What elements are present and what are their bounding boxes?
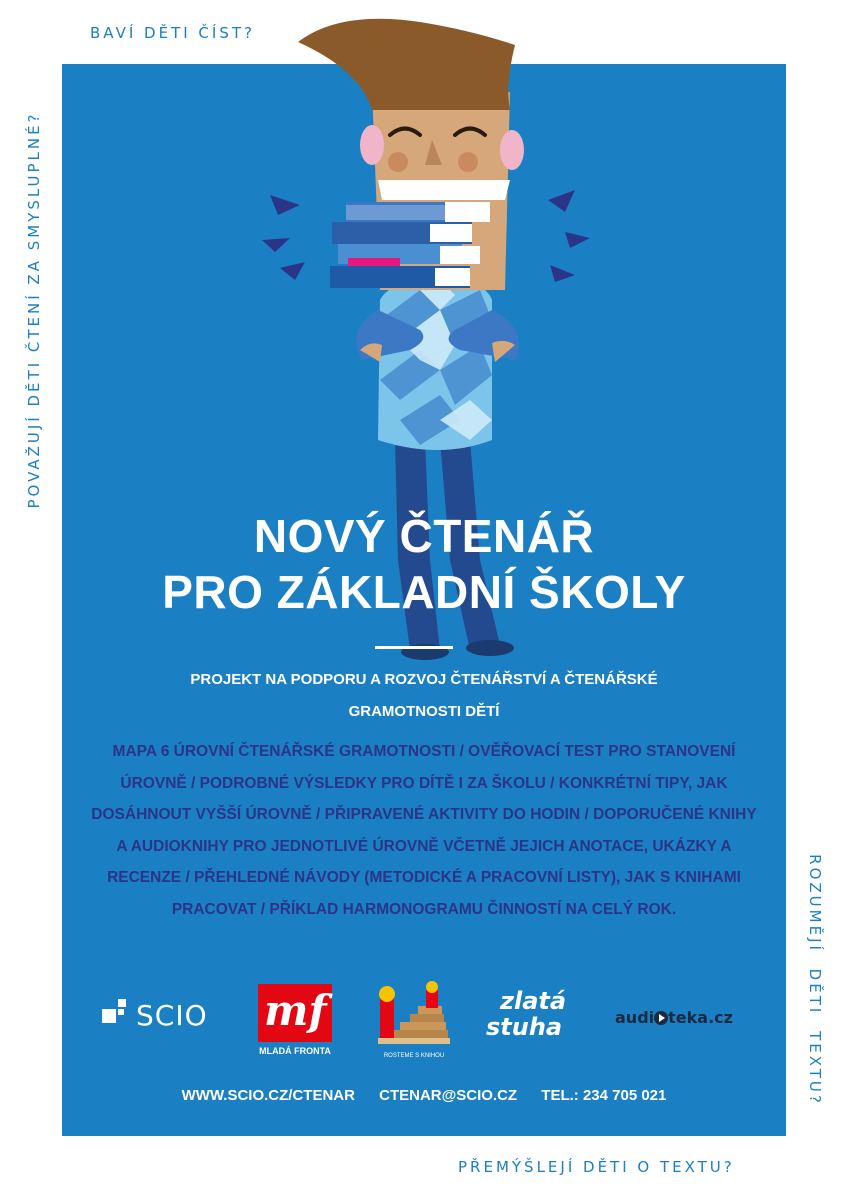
scio-wordmark: SCIO: [136, 999, 208, 1032]
audioteka-suffix: teka.cz: [668, 1008, 733, 1027]
scio-logo: [102, 995, 217, 1031]
rosteme-figures-icon: [374, 980, 454, 1048]
zlata-stuha-logo: [482, 988, 592, 1044]
question-right: ROZUMĚJÍ DĚTI TEXTU?: [806, 854, 824, 1106]
mf-name: MLADÁ FRONTA: [259, 1046, 331, 1056]
title-line-1: NOVÝ ČTENÁŘ: [253, 510, 595, 562]
title-divider: [375, 646, 453, 649]
phone-number: TEL.: 234 705 021: [541, 1087, 667, 1104]
question-bottom: PŘEMÝŠLEJÍ DĚTI O TEXTU?: [458, 1158, 735, 1176]
features-list: MAPA 6 ÚROVNÍ ČTENÁŘSKÉ GRAMOTNOSTI / OVĚŘOVACÍ TEST PRO STANOVENÍ ÚROVNĚ / PODROBNÉ VÝSLEDKY PRO DÍTĚ I ZA ŠKOLU / KONKRÉTNÍ TIPY, JAK DOSÁHNOUT VYŠŠÍ ÚROVNĚ / PŘIPRAVENÉ AKTIVITY DO HODIN / DOPORUČENÉ KNIHY A AUDIOKNIHY PRO JEDNOTLIVÉ ÚROVNĚ VČETNĚ JEJICH ANOTACE, UKÁZKY A RECENZE / PŘEHLEDNÉ NÁVODY (METODICKÉ A PRACOVNÍ LISTY), JAK S KNIHAMI PRACOVAT / PŘÍKLAD HARMONOGRAMU ČINNOSTÍ NA CELÝ ROK.: [91, 743, 757, 918]
mf-box: [258, 984, 332, 1042]
play-icon: [654, 1011, 668, 1025]
mf-mark: mf: [264, 986, 327, 1035]
title-line-2: PRO ZÁKLADNÍ ŠKOLY: [162, 566, 686, 618]
zlata-word: zlatá: [500, 987, 567, 1015]
contact-bar: [62, 1087, 786, 1104]
audioteka-logo: [615, 1008, 755, 1032]
main-title: [62, 508, 786, 620]
question-left: POVAŽUJÍ DĚTI ČTENÍ ZA SMYSLUPLNÉ?: [25, 111, 43, 509]
stuha-word: stuha: [486, 1013, 563, 1041]
audioteka-prefix: audi: [615, 1008, 655, 1027]
website-link[interactable]: WWW.SCIO.CZ/CTENAR: [181, 1087, 355, 1104]
mlada-fronta-logo: [258, 984, 338, 1060]
subtitle: PROJEKT NA PODPORU A ROZVOJ ČTENÁŘSTVÍ A ČTENÁŘSKÉ GRAMOTNOSTI DĚTÍ: [190, 671, 658, 720]
partner-logos: [62, 980, 786, 1060]
rosteme-s-knihou-logo: [374, 980, 454, 1060]
question-top: BAVÍ DĚTI ČÍST?: [90, 24, 255, 42]
rosteme-name: ROSTEME S KNIHOU: [383, 1053, 445, 1059]
email-link[interactable]: CTENAR@SCIO.CZ: [379, 1087, 518, 1104]
